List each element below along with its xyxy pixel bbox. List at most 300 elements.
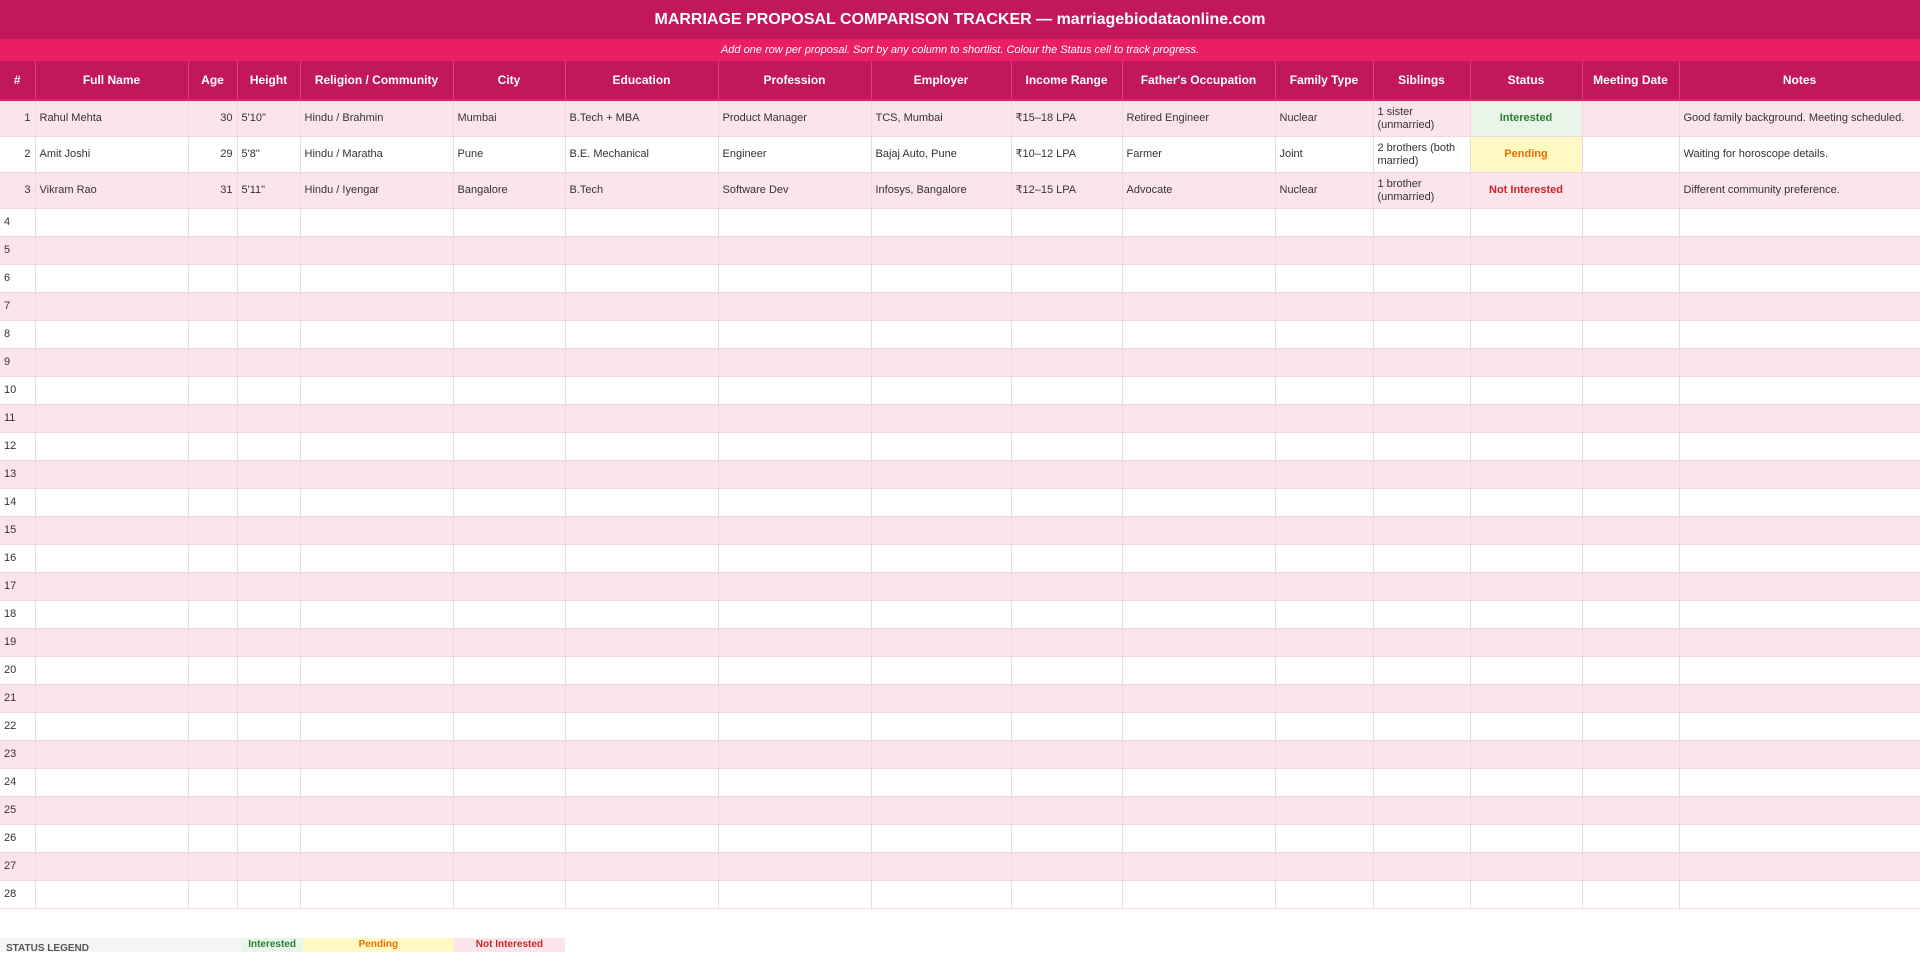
cell-status[interactable]: [1470, 797, 1582, 825]
cell-notes[interactable]: [1679, 489, 1920, 517]
cell-notes[interactable]: Different community preference.: [1679, 173, 1920, 209]
cell-meeting-date[interactable]: [1582, 685, 1679, 713]
cell-siblings[interactable]: [1373, 461, 1470, 489]
cell-profession[interactable]: [718, 797, 871, 825]
cell-education[interactable]: [565, 573, 718, 601]
cell-family-type[interactable]: [1275, 741, 1373, 769]
cell-status[interactable]: [1470, 433, 1582, 461]
col-header-meeting-date[interactable]: Meeting Date: [1582, 61, 1679, 100]
cell-notes[interactable]: [1679, 433, 1920, 461]
cell-profession[interactable]: [718, 769, 871, 797]
col-header-employer[interactable]: Employer: [871, 61, 1011, 100]
cell-profession[interactable]: [718, 237, 871, 265]
cell-height[interactable]: [237, 405, 300, 433]
cell-income[interactable]: [1011, 293, 1122, 321]
cell-family-type[interactable]: [1275, 713, 1373, 741]
cell-full-name[interactable]: [35, 461, 188, 489]
cell-income[interactable]: [1011, 601, 1122, 629]
cell-notes[interactable]: [1679, 769, 1920, 797]
cell-meeting-date[interactable]: [1582, 433, 1679, 461]
cell-age[interactable]: 31: [188, 173, 237, 209]
cell-religion[interactable]: [300, 601, 453, 629]
cell-income[interactable]: [1011, 349, 1122, 377]
cell-father-occupation[interactable]: [1122, 685, 1275, 713]
cell-employer[interactable]: [871, 713, 1011, 741]
cell-father-occupation[interactable]: [1122, 769, 1275, 797]
cell-family-type[interactable]: [1275, 489, 1373, 517]
cell-education[interactable]: [565, 825, 718, 853]
cell-status[interactable]: [1470, 321, 1582, 349]
cell-notes[interactable]: [1679, 545, 1920, 573]
cell-full-name[interactable]: [35, 209, 188, 237]
cell-siblings[interactable]: [1373, 573, 1470, 601]
cell-status[interactable]: [1470, 769, 1582, 797]
cell-city[interactable]: [453, 825, 565, 853]
cell-father-occupation[interactable]: Farmer: [1122, 137, 1275, 173]
cell-age[interactable]: [188, 293, 237, 321]
cell-income[interactable]: [1011, 657, 1122, 685]
cell-height[interactable]: 5'8": [237, 137, 300, 173]
cell-index[interactable]: 2: [0, 137, 35, 173]
cell-age[interactable]: [188, 657, 237, 685]
cell-education[interactable]: B.Tech: [565, 173, 718, 209]
cell-city[interactable]: [453, 657, 565, 685]
cell-height[interactable]: [237, 489, 300, 517]
cell-profession[interactable]: [718, 825, 871, 853]
cell-education[interactable]: [565, 489, 718, 517]
cell-index[interactable]: 4: [0, 209, 35, 237]
cell-full-name[interactable]: [35, 237, 188, 265]
cell-index[interactable]: 1: [0, 100, 35, 137]
cell-notes[interactable]: Waiting for horoscope details.: [1679, 137, 1920, 173]
cell-profession[interactable]: [718, 321, 871, 349]
cell-income[interactable]: [1011, 405, 1122, 433]
cell-employer[interactable]: [871, 741, 1011, 769]
cell-meeting-date[interactable]: [1582, 825, 1679, 853]
cell-height[interactable]: [237, 321, 300, 349]
cell-full-name[interactable]: [35, 545, 188, 573]
cell-age[interactable]: [188, 629, 237, 657]
cell-income[interactable]: [1011, 741, 1122, 769]
cell-profession[interactable]: [718, 657, 871, 685]
cell-city[interactable]: [453, 629, 565, 657]
cell-employer[interactable]: [871, 825, 1011, 853]
cell-full-name[interactable]: [35, 853, 188, 881]
cell-father-occupation[interactable]: [1122, 741, 1275, 769]
cell-profession[interactable]: [718, 545, 871, 573]
cell-full-name[interactable]: [35, 769, 188, 797]
cell-father-occupation[interactable]: [1122, 377, 1275, 405]
cell-notes[interactable]: [1679, 461, 1920, 489]
cell-religion[interactable]: [300, 713, 453, 741]
cell-education[interactable]: B.E. Mechanical: [565, 137, 718, 173]
cell-full-name[interactable]: [35, 685, 188, 713]
cell-index[interactable]: 28: [0, 881, 35, 909]
cell-age[interactable]: [188, 713, 237, 741]
cell-index[interactable]: 8: [0, 321, 35, 349]
cell-profession[interactable]: [718, 489, 871, 517]
cell-notes[interactable]: [1679, 293, 1920, 321]
cell-siblings[interactable]: [1373, 489, 1470, 517]
cell-profession[interactable]: Product Manager: [718, 100, 871, 137]
cell-family-type[interactable]: [1275, 601, 1373, 629]
cell-father-occupation[interactable]: Retired Engineer: [1122, 100, 1275, 137]
col-header-city[interactable]: City: [453, 61, 565, 100]
cell-status[interactable]: [1470, 237, 1582, 265]
cell-income[interactable]: [1011, 853, 1122, 881]
cell-meeting-date[interactable]: [1582, 349, 1679, 377]
cell-siblings[interactable]: [1373, 293, 1470, 321]
cell-meeting-date[interactable]: [1582, 377, 1679, 405]
cell-profession[interactable]: [718, 209, 871, 237]
cell-siblings[interactable]: [1373, 349, 1470, 377]
cell-income[interactable]: [1011, 321, 1122, 349]
cell-religion[interactable]: Hindu / Brahmin: [300, 100, 453, 137]
cell-family-type[interactable]: [1275, 825, 1373, 853]
cell-age[interactable]: [188, 825, 237, 853]
cell-meeting-date[interactable]: [1582, 265, 1679, 293]
cell-notes[interactable]: [1679, 685, 1920, 713]
cell-income[interactable]: [1011, 797, 1122, 825]
cell-notes[interactable]: [1679, 713, 1920, 741]
cell-full-name[interactable]: [35, 657, 188, 685]
cell-siblings[interactable]: [1373, 825, 1470, 853]
cell-meeting-date[interactable]: [1582, 461, 1679, 489]
cell-education[interactable]: B.Tech + MBA: [565, 100, 718, 137]
cell-family-type[interactable]: Nuclear: [1275, 100, 1373, 137]
cell-profession[interactable]: [718, 853, 871, 881]
cell-family-type[interactable]: [1275, 461, 1373, 489]
cell-index[interactable]: 13: [0, 461, 35, 489]
cell-full-name[interactable]: [35, 293, 188, 321]
cell-profession[interactable]: [718, 265, 871, 293]
cell-meeting-date[interactable]: [1582, 405, 1679, 433]
cell-profession[interactable]: [718, 293, 871, 321]
cell-height[interactable]: [237, 853, 300, 881]
cell-religion[interactable]: [300, 265, 453, 293]
cell-family-type[interactable]: [1275, 265, 1373, 293]
cell-full-name[interactable]: [35, 825, 188, 853]
cell-religion[interactable]: [300, 545, 453, 573]
cell-education[interactable]: [565, 433, 718, 461]
cell-meeting-date[interactable]: [1582, 209, 1679, 237]
cell-height[interactable]: [237, 713, 300, 741]
cell-siblings[interactable]: [1373, 853, 1470, 881]
cell-education[interactable]: [565, 601, 718, 629]
cell-family-type[interactable]: [1275, 237, 1373, 265]
cell-height[interactable]: 5'11": [237, 173, 300, 209]
cell-family-type[interactable]: [1275, 293, 1373, 321]
cell-age[interactable]: [188, 377, 237, 405]
cell-income[interactable]: [1011, 517, 1122, 545]
cell-siblings[interactable]: [1373, 741, 1470, 769]
cell-education[interactable]: [565, 769, 718, 797]
cell-index[interactable]: 17: [0, 573, 35, 601]
cell-meeting-date[interactable]: [1582, 237, 1679, 265]
cell-employer[interactable]: [871, 461, 1011, 489]
cell-meeting-date[interactable]: [1582, 137, 1679, 173]
cell-education[interactable]: [565, 545, 718, 573]
cell-family-type[interactable]: [1275, 209, 1373, 237]
cell-city[interactable]: Pune: [453, 137, 565, 173]
cell-employer[interactable]: [871, 881, 1011, 909]
cell-status[interactable]: [1470, 545, 1582, 573]
cell-father-occupation[interactable]: [1122, 797, 1275, 825]
cell-notes[interactable]: [1679, 405, 1920, 433]
cell-religion[interactable]: [300, 293, 453, 321]
cell-index[interactable]: 6: [0, 265, 35, 293]
cell-city[interactable]: [453, 349, 565, 377]
cell-family-type[interactable]: [1275, 769, 1373, 797]
cell-age[interactable]: [188, 209, 237, 237]
col-header-siblings[interactable]: Siblings: [1373, 61, 1470, 100]
cell-profession[interactable]: [718, 713, 871, 741]
cell-income[interactable]: [1011, 489, 1122, 517]
cell-notes[interactable]: [1679, 573, 1920, 601]
cell-height[interactable]: [237, 517, 300, 545]
cell-age[interactable]: [188, 601, 237, 629]
cell-education[interactable]: [565, 209, 718, 237]
cell-status[interactable]: Not Interested: [1470, 173, 1582, 209]
cell-age[interactable]: [188, 741, 237, 769]
cell-status[interactable]: [1470, 881, 1582, 909]
cell-index[interactable]: 27: [0, 853, 35, 881]
cell-father-occupation[interactable]: Advocate: [1122, 173, 1275, 209]
cell-meeting-date[interactable]: [1582, 797, 1679, 825]
cell-age[interactable]: [188, 545, 237, 573]
col-header-height[interactable]: Height: [237, 61, 300, 100]
cell-notes[interactable]: [1679, 797, 1920, 825]
cell-meeting-date[interactable]: [1582, 517, 1679, 545]
cell-city[interactable]: [453, 321, 565, 349]
cell-full-name[interactable]: [35, 881, 188, 909]
cell-employer[interactable]: [871, 853, 1011, 881]
cell-employer[interactable]: [871, 657, 1011, 685]
cell-father-occupation[interactable]: [1122, 265, 1275, 293]
cell-index[interactable]: 24: [0, 769, 35, 797]
cell-status[interactable]: [1470, 349, 1582, 377]
cell-height[interactable]: [237, 741, 300, 769]
cell-religion[interactable]: [300, 629, 453, 657]
cell-education[interactable]: [565, 685, 718, 713]
cell-profession[interactable]: [718, 601, 871, 629]
cell-notes[interactable]: [1679, 853, 1920, 881]
col-header-status[interactable]: Status: [1470, 61, 1582, 100]
cell-meeting-date[interactable]: [1582, 100, 1679, 137]
cell-father-occupation[interactable]: [1122, 517, 1275, 545]
cell-age[interactable]: [188, 265, 237, 293]
cell-city[interactable]: [453, 265, 565, 293]
cell-religion[interactable]: [300, 321, 453, 349]
cell-profession[interactable]: [718, 377, 871, 405]
cell-employer[interactable]: TCS, Mumbai: [871, 100, 1011, 137]
cell-index[interactable]: 14: [0, 489, 35, 517]
cell-siblings[interactable]: [1373, 629, 1470, 657]
cell-siblings[interactable]: 1 brother (unmarried): [1373, 173, 1470, 209]
cell-status[interactable]: [1470, 573, 1582, 601]
cell-city[interactable]: [453, 741, 565, 769]
cell-status[interactable]: [1470, 685, 1582, 713]
cell-income[interactable]: [1011, 629, 1122, 657]
cell-meeting-date[interactable]: [1582, 573, 1679, 601]
cell-employer[interactable]: Bajaj Auto, Pune: [871, 137, 1011, 173]
cell-index[interactable]: 10: [0, 377, 35, 405]
cell-family-type[interactable]: [1275, 881, 1373, 909]
cell-employer[interactable]: [871, 293, 1011, 321]
cell-education[interactable]: [565, 293, 718, 321]
cell-city[interactable]: [453, 489, 565, 517]
cell-profession[interactable]: [718, 349, 871, 377]
cell-age[interactable]: [188, 853, 237, 881]
cell-notes[interactable]: [1679, 237, 1920, 265]
cell-religion[interactable]: [300, 433, 453, 461]
cell-age[interactable]: [188, 349, 237, 377]
cell-religion[interactable]: [300, 881, 453, 909]
cell-education[interactable]: [565, 321, 718, 349]
cell-status[interactable]: Pending: [1470, 137, 1582, 173]
cell-meeting-date[interactable]: [1582, 853, 1679, 881]
cell-religion[interactable]: Hindu / Iyengar: [300, 173, 453, 209]
cell-meeting-date[interactable]: [1582, 601, 1679, 629]
cell-father-occupation[interactable]: [1122, 825, 1275, 853]
cell-index[interactable]: 20: [0, 657, 35, 685]
cell-employer[interactable]: [871, 629, 1011, 657]
cell-employer[interactable]: [871, 237, 1011, 265]
cell-father-occupation[interactable]: [1122, 489, 1275, 517]
cell-father-occupation[interactable]: [1122, 293, 1275, 321]
cell-profession[interactable]: [718, 433, 871, 461]
cell-city[interactable]: [453, 405, 565, 433]
cell-family-type[interactable]: [1275, 405, 1373, 433]
cell-religion[interactable]: [300, 349, 453, 377]
cell-meeting-date[interactable]: [1582, 173, 1679, 209]
cell-profession[interactable]: [718, 517, 871, 545]
cell-status[interactable]: [1470, 517, 1582, 545]
cell-height[interactable]: [237, 629, 300, 657]
cell-siblings[interactable]: [1373, 517, 1470, 545]
cell-education[interactable]: [565, 713, 718, 741]
cell-city[interactable]: [453, 377, 565, 405]
cell-profession[interactable]: [718, 405, 871, 433]
cell-siblings[interactable]: [1373, 713, 1470, 741]
cell-meeting-date[interactable]: [1582, 293, 1679, 321]
col-header-notes[interactable]: Notes: [1679, 61, 1920, 100]
cell-full-name[interactable]: [35, 573, 188, 601]
cell-income[interactable]: [1011, 237, 1122, 265]
cell-height[interactable]: [237, 545, 300, 573]
cell-employer[interactable]: [871, 573, 1011, 601]
cell-father-occupation[interactable]: [1122, 573, 1275, 601]
cell-siblings[interactable]: [1373, 545, 1470, 573]
cell-height[interactable]: [237, 685, 300, 713]
cell-siblings[interactable]: [1373, 685, 1470, 713]
cell-full-name[interactable]: [35, 377, 188, 405]
cell-employer[interactable]: [871, 545, 1011, 573]
cell-education[interactable]: [565, 461, 718, 489]
cell-city[interactable]: [453, 237, 565, 265]
cell-siblings[interactable]: 2 brothers (both married): [1373, 137, 1470, 173]
cell-education[interactable]: [565, 265, 718, 293]
cell-full-name[interactable]: [35, 713, 188, 741]
cell-full-name[interactable]: [35, 517, 188, 545]
col-header-education[interactable]: Education: [565, 61, 718, 100]
cell-height[interactable]: [237, 881, 300, 909]
cell-family-type[interactable]: [1275, 517, 1373, 545]
cell-notes[interactable]: [1679, 881, 1920, 909]
cell-father-occupation[interactable]: [1122, 713, 1275, 741]
cell-height[interactable]: [237, 825, 300, 853]
cell-notes[interactable]: [1679, 209, 1920, 237]
cell-religion[interactable]: [300, 237, 453, 265]
cell-education[interactable]: [565, 237, 718, 265]
cell-employer[interactable]: Infosys, Bangalore: [871, 173, 1011, 209]
cell-religion[interactable]: [300, 405, 453, 433]
cell-city[interactable]: Mumbai: [453, 100, 565, 137]
col-header-age[interactable]: Age: [188, 61, 237, 100]
cell-notes[interactable]: Good family background. Meeting scheduled.: [1679, 100, 1920, 137]
cell-income[interactable]: [1011, 377, 1122, 405]
cell-status[interactable]: [1470, 461, 1582, 489]
cell-full-name[interactable]: Amit Joshi: [35, 137, 188, 173]
cell-religion[interactable]: [300, 853, 453, 881]
cell-full-name[interactable]: [35, 489, 188, 517]
cell-family-type[interactable]: [1275, 545, 1373, 573]
cell-city[interactable]: [453, 545, 565, 573]
cell-index[interactable]: 19: [0, 629, 35, 657]
cell-notes[interactable]: [1679, 825, 1920, 853]
cell-father-occupation[interactable]: [1122, 629, 1275, 657]
cell-religion[interactable]: [300, 489, 453, 517]
cell-father-occupation[interactable]: [1122, 601, 1275, 629]
col-header-profession[interactable]: Profession: [718, 61, 871, 100]
cell-income[interactable]: [1011, 433, 1122, 461]
cell-siblings[interactable]: [1373, 881, 1470, 909]
cell-education[interactable]: [565, 741, 718, 769]
cell-status[interactable]: [1470, 209, 1582, 237]
cell-father-occupation[interactable]: [1122, 209, 1275, 237]
cell-city[interactable]: [453, 797, 565, 825]
cell-employer[interactable]: [871, 265, 1011, 293]
cell-meeting-date[interactable]: [1582, 629, 1679, 657]
cell-father-occupation[interactable]: [1122, 853, 1275, 881]
cell-index[interactable]: 25: [0, 797, 35, 825]
cell-profession[interactable]: [718, 881, 871, 909]
cell-income[interactable]: [1011, 209, 1122, 237]
cell-siblings[interactable]: [1373, 601, 1470, 629]
cell-age[interactable]: [188, 769, 237, 797]
cell-status[interactable]: [1470, 657, 1582, 685]
cell-family-type[interactable]: [1275, 797, 1373, 825]
col-header-income[interactable]: Income Range: [1011, 61, 1122, 100]
cell-notes[interactable]: [1679, 265, 1920, 293]
cell-siblings[interactable]: [1373, 237, 1470, 265]
cell-city[interactable]: [453, 517, 565, 545]
cell-income[interactable]: ₹12–15 LPA: [1011, 173, 1122, 209]
cell-city[interactable]: [453, 461, 565, 489]
cell-family-type[interactable]: Nuclear: [1275, 173, 1373, 209]
cell-height[interactable]: [237, 797, 300, 825]
cell-index[interactable]: 11: [0, 405, 35, 433]
cell-full-name[interactable]: [35, 321, 188, 349]
cell-family-type[interactable]: [1275, 349, 1373, 377]
cell-age[interactable]: [188, 461, 237, 489]
col-header-religion[interactable]: Religion / Community: [300, 61, 453, 100]
cell-siblings[interactable]: [1373, 321, 1470, 349]
cell-education[interactable]: [565, 797, 718, 825]
cell-full-name[interactable]: [35, 405, 188, 433]
cell-notes[interactable]: [1679, 657, 1920, 685]
cell-notes[interactable]: [1679, 321, 1920, 349]
